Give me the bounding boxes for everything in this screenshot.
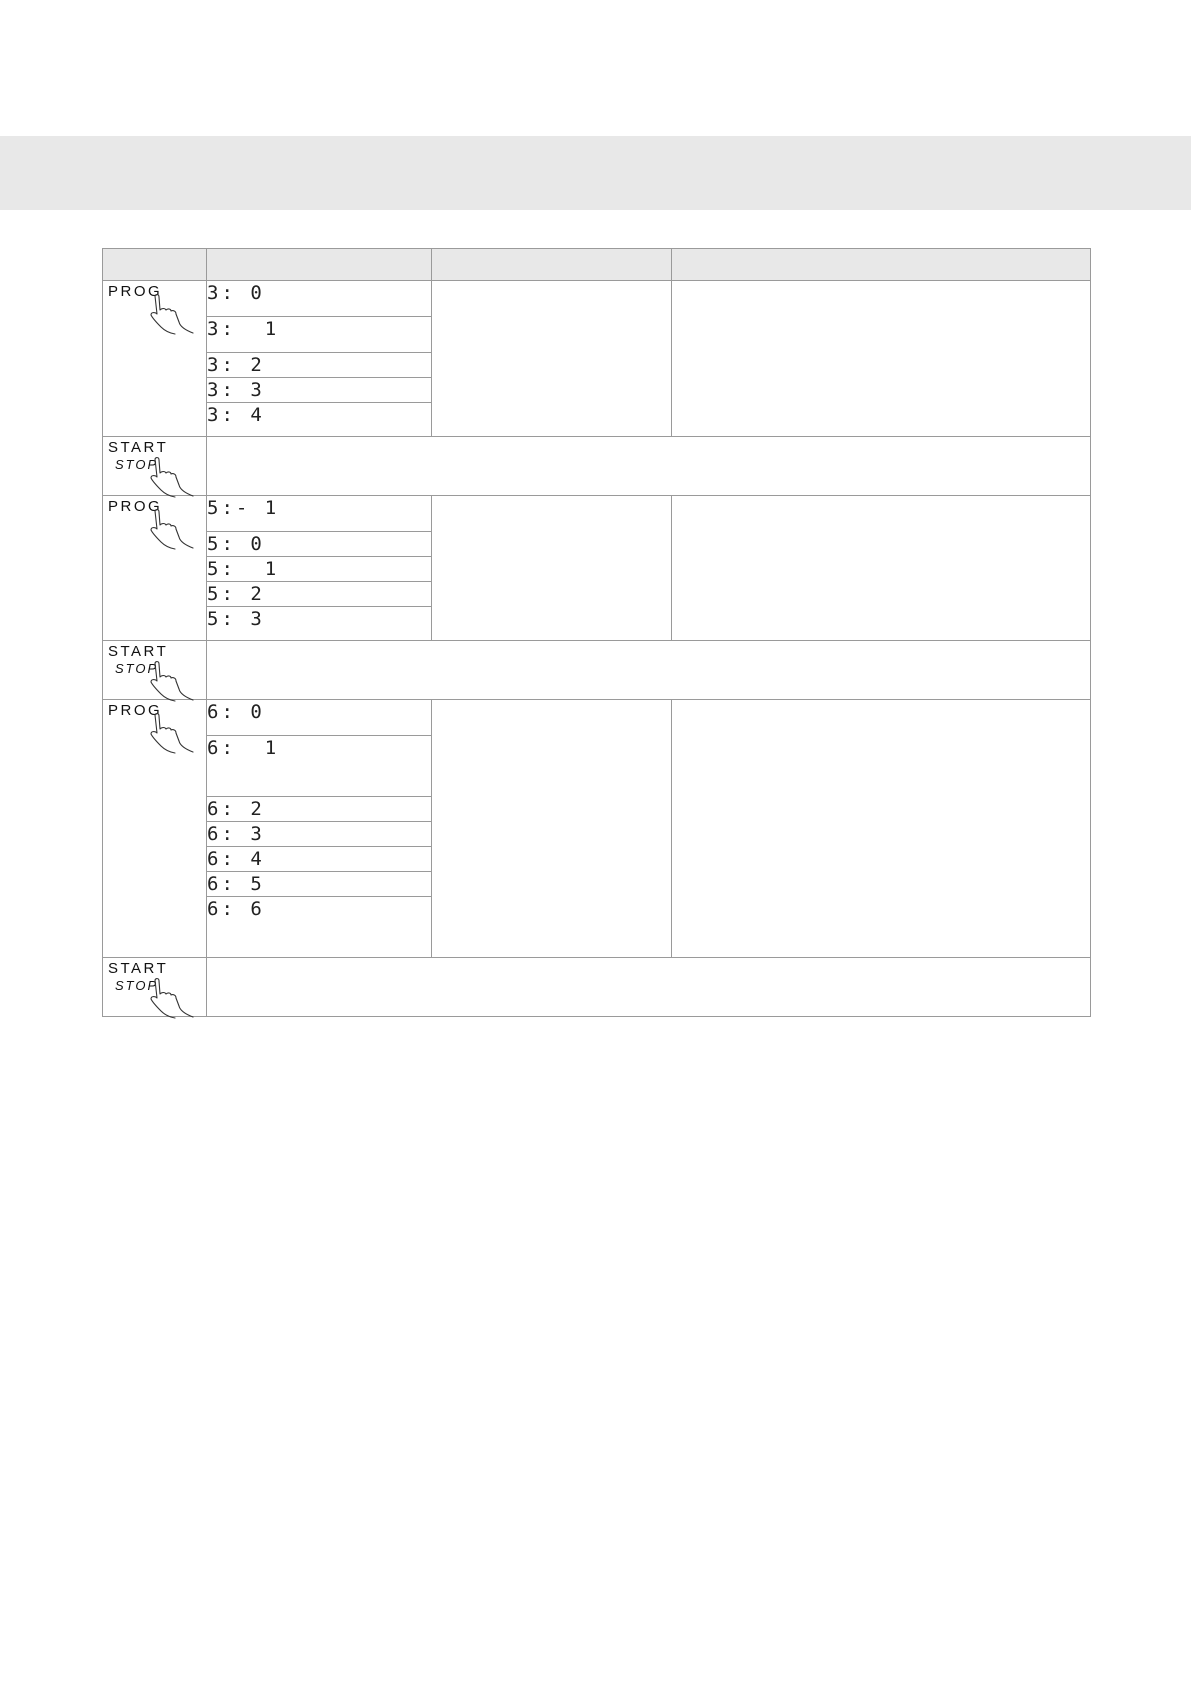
notes-cell (672, 496, 1091, 641)
table-row (103, 496, 1091, 532)
start-label: START (108, 960, 169, 977)
start-label: START (108, 439, 169, 456)
hand-press-icon (147, 292, 199, 336)
description-cell (432, 281, 672, 437)
prog-button-label: PROG (108, 283, 163, 300)
settings-table (102, 248, 1091, 1017)
stop-label: STOP (115, 978, 159, 993)
setting-value: 3: 0 (207, 281, 432, 317)
start-stop-button-cell (103, 958, 207, 1017)
hand-press-icon (147, 659, 199, 703)
prog-button-label: PROG (108, 702, 163, 719)
setting-value: 3: 4 (207, 403, 432, 437)
start-stop-row (103, 641, 1091, 700)
column-header (207, 249, 432, 281)
setting-value: 6: 5 (207, 872, 432, 897)
column-header (432, 249, 672, 281)
prog-button-cell (103, 281, 207, 437)
stop-label: STOP (115, 661, 159, 676)
prog-button-label: PROG (108, 498, 163, 515)
setting-value: 6: 4 (207, 847, 432, 872)
setting-value: 5: 3 (207, 607, 432, 641)
setting-value: 6: 2 (207, 797, 432, 822)
setting-value: 5: 0 (207, 532, 432, 557)
hand-press-icon (147, 507, 199, 551)
header-band (0, 136, 1191, 210)
setting-value: 5: 1 (207, 557, 432, 582)
table-header-row (103, 249, 1091, 281)
start-label: START (108, 643, 169, 660)
setting-value: 3: 3 (207, 378, 432, 403)
setting-value: 6: 6 (207, 897, 432, 958)
description-cell (432, 496, 672, 641)
setting-value: 3: 2 (207, 353, 432, 378)
table-row (103, 281, 1091, 317)
column-header (672, 249, 1091, 281)
prog-button-cell (103, 700, 207, 958)
start-stop-row (103, 958, 1091, 1017)
setting-value: 6: 3 (207, 822, 432, 847)
table-row (103, 700, 1091, 736)
stop-label: STOP (115, 457, 159, 472)
notes-cell (672, 281, 1091, 437)
setting-value: 6: 0 (207, 700, 432, 736)
description-cell (432, 700, 672, 958)
start-stop-row (103, 437, 1091, 496)
start-stop-description (207, 641, 1091, 700)
setting-value: 5:- 1 (207, 496, 432, 532)
hand-press-icon (147, 455, 199, 499)
setting-value: 5: 2 (207, 582, 432, 607)
hand-press-icon (147, 976, 199, 1020)
prog-button-cell (103, 496, 207, 641)
start-stop-button-cell (103, 437, 207, 496)
start-stop-description (207, 437, 1091, 496)
start-stop-description (207, 958, 1091, 1017)
hand-press-icon (147, 711, 199, 755)
start-stop-button-cell (103, 641, 207, 700)
column-header (103, 249, 207, 281)
notes-cell (672, 700, 1091, 958)
setting-value: 3: 1 (207, 317, 432, 353)
setting-value: 6: 1 (207, 736, 432, 797)
